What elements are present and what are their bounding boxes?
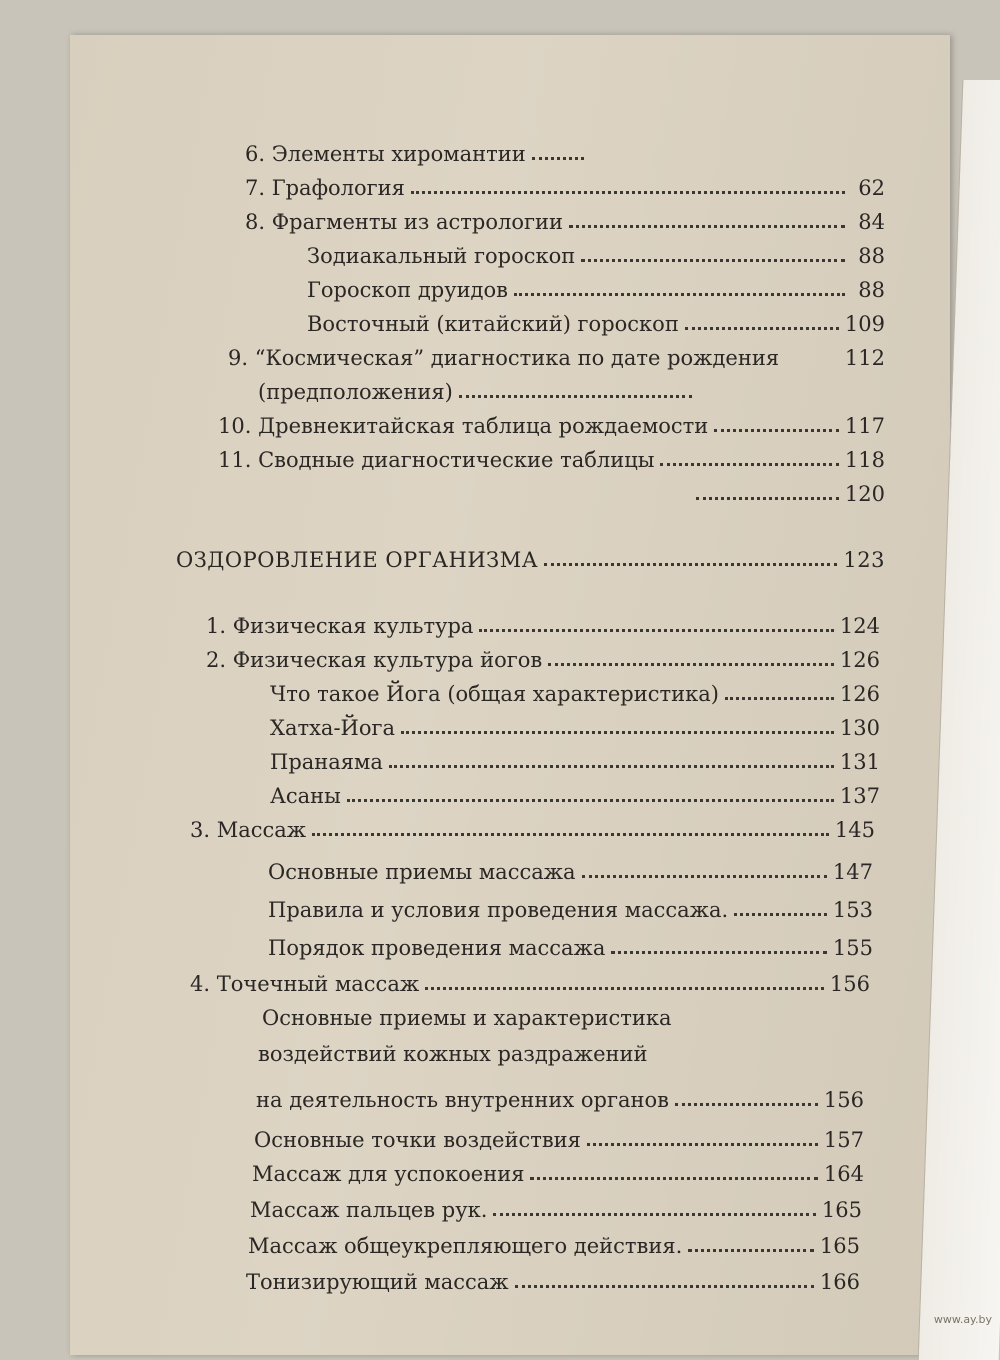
page-number: 130 xyxy=(839,716,880,740)
dot-leader xyxy=(688,1235,814,1252)
dot-leader xyxy=(493,1199,816,1216)
toc-entry: (предположения) xyxy=(258,370,698,404)
toc-entry: Порядок проведения массажа 155 xyxy=(268,936,873,960)
dot-leader xyxy=(459,381,692,398)
dot-leader xyxy=(530,1163,817,1180)
toc-entry: 4. Точечный массаж 156 xyxy=(190,972,870,996)
dot-leader xyxy=(411,177,845,194)
dot-leader xyxy=(347,785,834,802)
section-heading: ОЗДОРОВЛЕНИЕ ОРГАНИЗМА 123 xyxy=(176,548,885,572)
page-number: 109 xyxy=(844,312,885,336)
dot-leader xyxy=(401,717,834,734)
toc-entry xyxy=(690,472,885,506)
dot-leader xyxy=(569,211,845,228)
dot-leader xyxy=(582,861,827,878)
toc-entry: 1. Физическая культура 124 xyxy=(206,614,880,638)
page-number: 120 xyxy=(844,482,885,506)
dot-leader xyxy=(389,751,834,768)
toc-entry: 3. Массаж 145 xyxy=(190,818,875,842)
page-number: 131 xyxy=(839,750,880,774)
dot-leader xyxy=(725,683,834,700)
dot-leader xyxy=(611,937,827,954)
dot-leader xyxy=(312,819,829,836)
page-number: 156 xyxy=(823,1088,864,1112)
toc-entry: 10. Древнекитайская таблица рождаемости 117 xyxy=(218,414,885,438)
dot-leader xyxy=(548,649,834,666)
toc-entry: Основные точки воздействия 157 xyxy=(254,1128,864,1152)
toc-entry: 7. Графология 62 xyxy=(245,176,885,200)
toc-entry: Пранаяма 131 xyxy=(270,750,880,774)
page-number: 166 xyxy=(819,1270,860,1294)
toc-entry: Восточный (китайский) гороскоп 109 xyxy=(307,312,885,336)
toc-entry: Основные приемы массажа 147 xyxy=(268,860,873,884)
dot-leader xyxy=(675,1089,818,1106)
dot-leader xyxy=(514,279,845,296)
toc-entry-line: воздействий кожных раздражений xyxy=(258,1042,648,1066)
dot-leader xyxy=(685,313,839,330)
dot-leader xyxy=(696,483,839,500)
page-number: 147 xyxy=(832,860,873,884)
page-number: 153 xyxy=(832,898,873,922)
toc-entry: Зодиакальный гороскоп 88 xyxy=(307,244,885,268)
toc-entry: на деятельность внутренних органов 156 xyxy=(256,1088,864,1112)
toc-entry: Асаны 137 xyxy=(270,784,880,808)
toc-entry: 2. Физическая культура йогов 126 xyxy=(206,648,880,672)
page-number: 88 xyxy=(858,244,885,268)
page-number: 155 xyxy=(832,936,873,960)
page-number: 165 xyxy=(819,1234,860,1258)
page-number: 123 xyxy=(843,548,885,572)
dot-leader xyxy=(515,1271,814,1288)
page-number: 117 xyxy=(844,414,885,438)
toc-entry: 11. Сводные диагностические таблицы 118 xyxy=(218,448,885,472)
watermark: www.ay.by xyxy=(933,1313,992,1326)
dot-leader xyxy=(714,415,839,432)
page-number: 156 xyxy=(829,972,870,996)
page-number: 165 xyxy=(821,1198,862,1222)
dot-leader xyxy=(479,615,833,632)
toc-entry: Тонизирующий массаж 166 xyxy=(246,1270,860,1294)
toc-entry: Что такое Йога (общая характеристика) 126 xyxy=(270,682,880,706)
dot-leader xyxy=(587,1129,818,1146)
toc-entry: Гороскоп друидов 88 xyxy=(307,278,885,302)
toc-entry: Массаж пальцев рук. 165 xyxy=(250,1198,862,1222)
dot-leader xyxy=(581,245,845,262)
page-number: 62 xyxy=(858,176,885,200)
dot-leader xyxy=(544,549,837,566)
page-number: 126 xyxy=(839,682,880,706)
dot-leader xyxy=(734,899,827,916)
dot-leader xyxy=(660,449,838,466)
page-number: 124 xyxy=(839,614,880,638)
toc-entry: 6. Элементы хиромантии xyxy=(245,132,590,166)
toc-entry: 8. Фрагменты из астрологии 84 xyxy=(245,210,885,234)
page-number: 84 xyxy=(858,210,885,234)
page-number: 88 xyxy=(858,278,885,302)
toc-entry: Хатха-Йога 130 xyxy=(270,716,880,740)
dot-leader xyxy=(425,973,824,990)
toc-entry: Массаж для успокоения 164 xyxy=(252,1162,864,1186)
page-number: 118 xyxy=(844,448,885,472)
page-number: 112 xyxy=(844,346,885,370)
page-number: 157 xyxy=(823,1128,864,1152)
toc-entry: 9. “Космическая” диагностика по дате рождения 112 xyxy=(228,346,885,370)
toc-entry: Массаж общеукрепляющего действия. 165 xyxy=(248,1234,860,1258)
page-number: 164 xyxy=(823,1162,864,1186)
toc-entry-line: Основные приемы и характеристика xyxy=(262,1006,672,1030)
page-number: 137 xyxy=(839,784,880,808)
page-number: 126 xyxy=(839,648,880,672)
dot-leader xyxy=(532,143,584,160)
toc-entry: Правила и условия проведения массажа. 153 xyxy=(268,898,873,922)
page-number: 145 xyxy=(834,818,875,842)
